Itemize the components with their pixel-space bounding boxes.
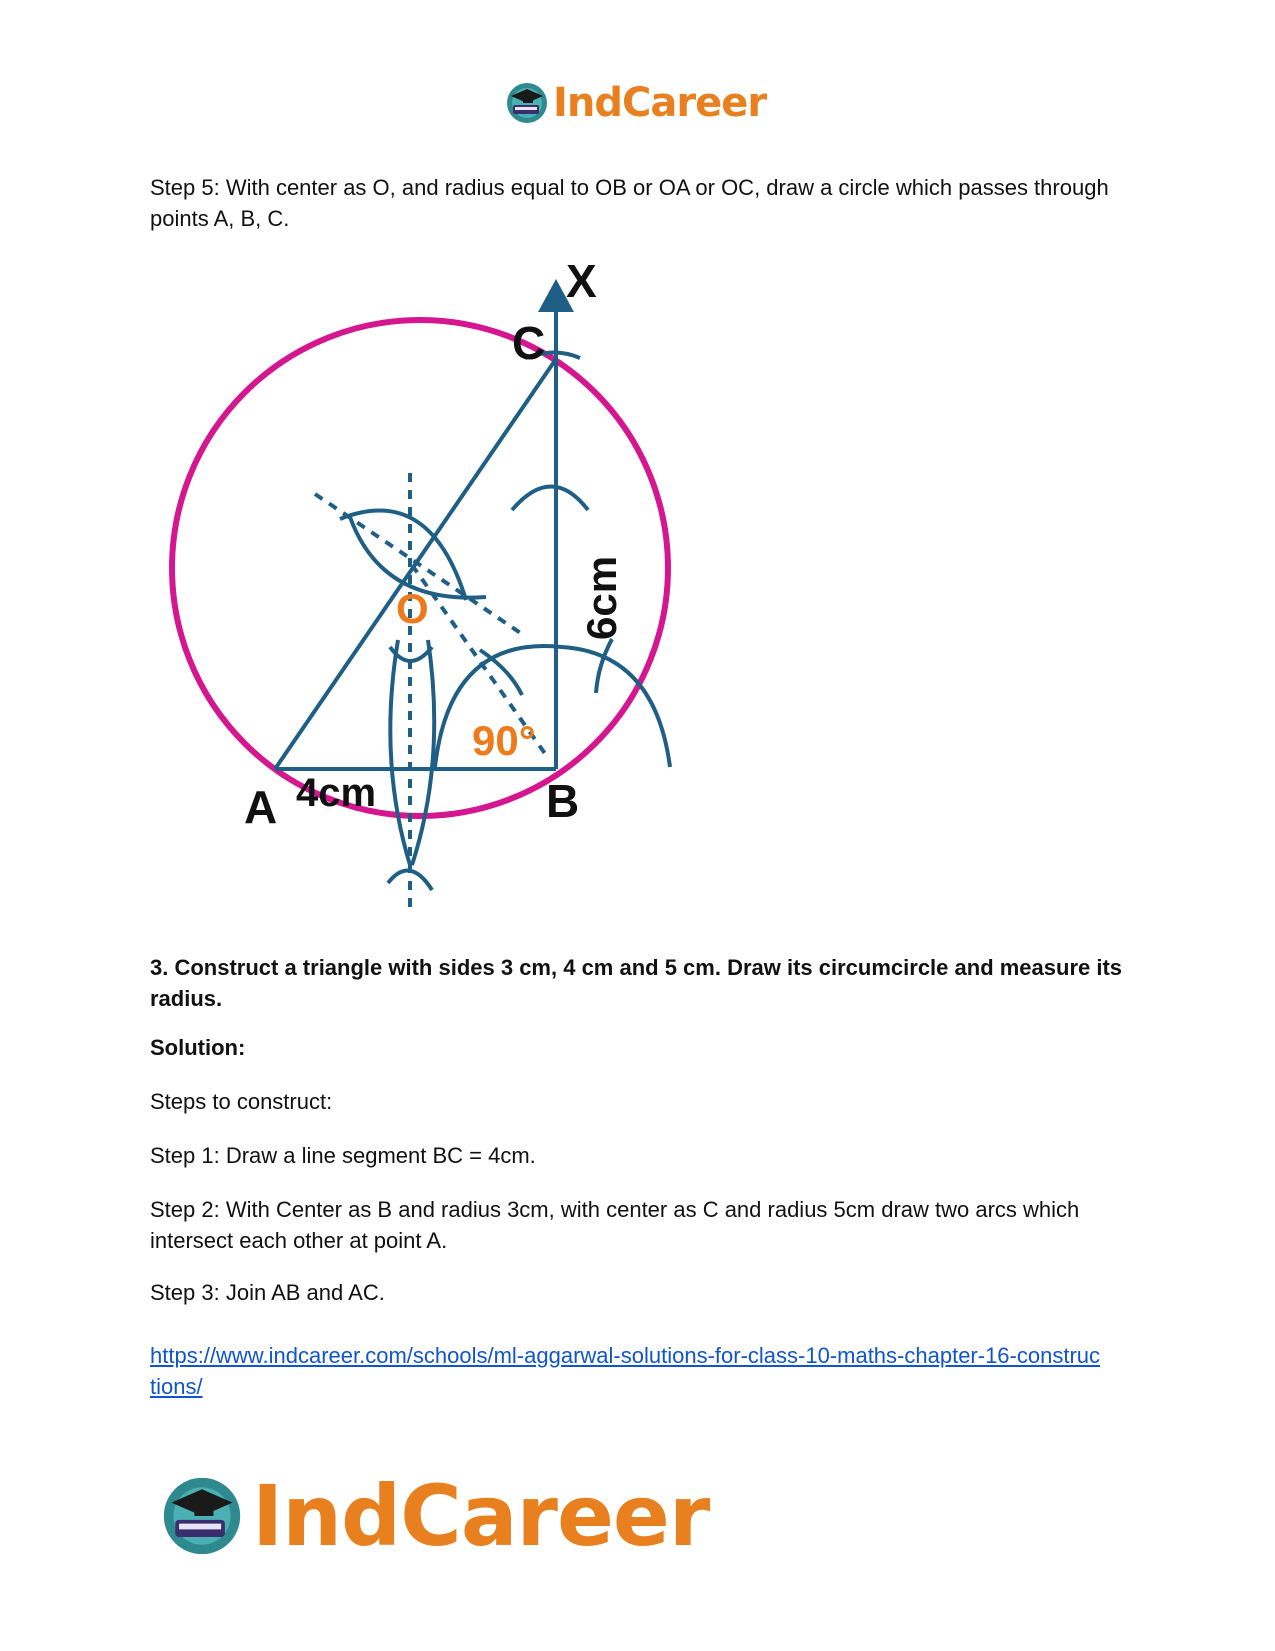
arc-right-mark <box>596 639 612 693</box>
label-c: C <box>512 317 546 369</box>
footer-logo <box>160 1467 710 1565</box>
footer-logo-text: IndCareer <box>252 1467 710 1565</box>
label-bc-length: 6cm <box>578 555 625 640</box>
arc-midpoint-bc <box>512 487 588 511</box>
solution-label: Solution: <box>150 1035 246 1060</box>
graduation-book-icon <box>160 1474 244 1558</box>
step5-text: Step 5: With center as O, and radius equal to OB or OA or OC, draw a circle which passes through points A, B, C. <box>150 175 1109 231</box>
step1-text: Step 1: Draw a line segment BC = 4cm. <box>150 1143 536 1168</box>
step2-text: Step 2: With Center as B and radius 3cm, with center as C and radius 5cm draw two arcs which intersect each other at point A. <box>150 1197 1080 1253</box>
arc-angle-mark <box>480 650 522 695</box>
label-a: A <box>244 781 278 833</box>
arc-ab-right <box>412 640 434 865</box>
construction-figure <box>150 255 770 975</box>
header-logo <box>505 80 766 126</box>
steps-intro: Steps to construct: <box>150 1089 333 1114</box>
arc-90-construction <box>435 646 670 767</box>
label-angle: 90° <box>472 717 536 764</box>
arc-ab-left <box>390 640 410 865</box>
question-3: 3. Construct a triangle with sides 3 cm, 4 cm and 5 cm. Draw its circumcircle and measure its radius. <box>150 955 1123 1011</box>
label-x: X <box>566 255 597 307</box>
label-ab-length: 4cm <box>296 771 377 815</box>
label-o: O <box>396 585 429 632</box>
graduation-book-icon <box>505 81 549 125</box>
header-logo-text: IndCareer <box>553 80 767 126</box>
step3-text: Step 3: Join AB and AC. <box>150 1280 385 1305</box>
source-link[interactable]: https://www.indcareer.com/schools/ml-aggarwal-solutions-for-class-10-maths-chapter-16-constructions/ <box>150 1343 1101 1399</box>
label-b: B <box>546 775 580 827</box>
